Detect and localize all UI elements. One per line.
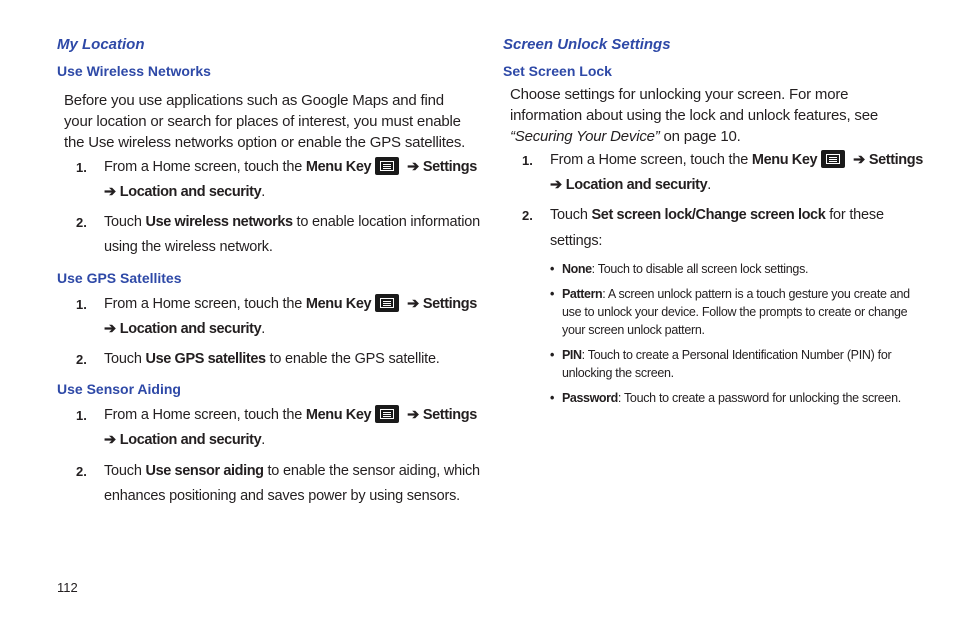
section-title-screen-unlock-settings: Screen Unlock Settings xyxy=(503,36,671,53)
step-number: 2. xyxy=(76,215,87,230)
step-text: From a Home screen, touch the Menu Key ➔ Settings xyxy=(550,152,923,168)
menu-key-icon xyxy=(375,157,399,175)
step-number: 2. xyxy=(522,208,533,223)
heading-use-gps-satellites: Use GPS Satellites xyxy=(57,270,182,286)
wireless-step-2 xyxy=(76,210,480,260)
step-text: From a Home screen, touch the Menu Key ➔ Settings xyxy=(104,296,477,312)
menu-key-icon xyxy=(821,150,845,168)
menu-key-icon xyxy=(375,294,399,312)
step-text-line2: enhances positioning and saves power by using sensors. xyxy=(104,488,460,504)
gps-step-2 xyxy=(76,347,471,372)
step-number: 2. xyxy=(76,464,87,479)
step-text: Touch Use GPS satellites to enable the GPS satellite. xyxy=(104,351,440,367)
step-text: From a Home screen, touch the Menu Key ➔ Settings xyxy=(104,407,477,423)
sensor-step-2 xyxy=(76,459,480,509)
step-text-line2: ➔ Location and security. xyxy=(104,432,266,448)
heading-use-wireless-networks: Use Wireless Networks xyxy=(57,63,211,79)
step-text-line2: using the wireless network. xyxy=(104,239,273,255)
menu-key-icon xyxy=(375,405,399,423)
step-number: 1. xyxy=(76,297,87,312)
bullet-password: • Password: Touch to create a password for unlocking the screen. xyxy=(550,391,901,405)
heading-set-screen-lock: Set Screen Lock xyxy=(503,63,612,79)
step-text-line2: ➔ Location and security. xyxy=(104,184,266,200)
cross-reference-link[interactable]: “Securing Your Device” xyxy=(510,128,660,145)
step-text: Touch Use sensor aiding to enable the sensor aiding, which xyxy=(104,463,480,479)
step-text-line2: ➔ Location and security. xyxy=(104,321,266,337)
step-number: 1. xyxy=(76,408,87,423)
bullet-none: • None: Touch to disable all screen lock settings. xyxy=(550,262,809,276)
step-text: Touch Set screen lock/Change screen lock for these xyxy=(550,207,884,223)
bullet-pin: • PIN: Touch to create a Personal Identification Number (PIN) for unlocking the screen. xyxy=(550,348,892,380)
step-text: From a Home screen, touch the Menu Key ➔ Settings xyxy=(104,159,477,175)
wireless-step-1 xyxy=(76,155,477,205)
wireless-intro-paragraph: Before you use applications such as Google Maps and find your location or search for places of interest, you must enable the Use wireless networks option or enable the GPS satellites. xyxy=(64,92,466,151)
sensor-step-1 xyxy=(76,403,477,453)
step-number: 2. xyxy=(76,352,87,367)
step-text-line2: ➔ Location and security. xyxy=(550,177,712,193)
step-text-line2: settings: xyxy=(550,233,603,249)
page-number: 112 xyxy=(57,580,78,595)
section-title-my-location: My Location xyxy=(57,36,145,53)
step-text: Touch Use wireless networks to enable location information xyxy=(104,214,480,230)
step-number: 1. xyxy=(76,160,87,175)
screen-lock-intro-paragraph: Choose settings for unlocking your screen. For more information about using the lock and unlock features, see “Securing Your Device” on page 10. xyxy=(510,86,879,145)
heading-use-sensor-aiding: Use Sensor Aiding xyxy=(57,381,181,397)
screen-lock-step-2 xyxy=(522,203,917,255)
bullet-pattern: • Pattern: A screen unlock pattern is a touch gesture you create and use to unlock your device. Follow the prompts to create or change your screen unlock pattern. xyxy=(550,287,910,337)
step-number: 1. xyxy=(522,153,533,168)
gps-step-1 xyxy=(76,292,477,342)
screen-lock-step-1 xyxy=(522,148,923,198)
